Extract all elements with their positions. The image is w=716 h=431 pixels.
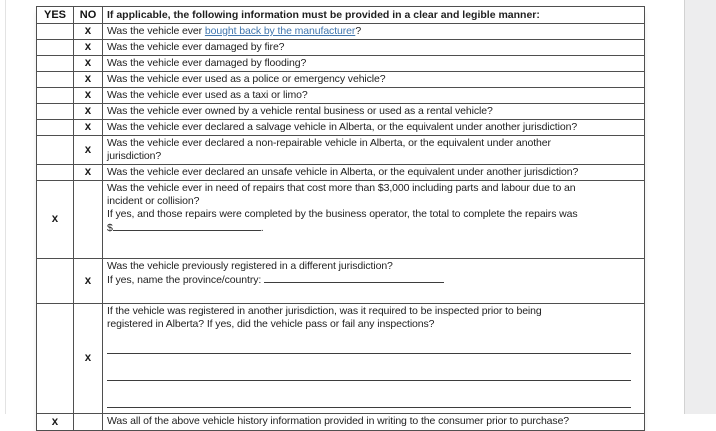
question-line xyxy=(107,73,640,86)
question-line xyxy=(107,399,640,412)
question-text: Was the vehicle ever used as a taxi or limo? xyxy=(107,89,308,101)
no-mark-cell: x xyxy=(74,88,103,103)
question-line xyxy=(107,166,640,179)
answer-blank-line xyxy=(107,407,631,408)
no-mark-cell: x xyxy=(74,259,103,303)
yes-mark-cell xyxy=(37,40,74,55)
question-cell xyxy=(103,304,644,413)
question-line xyxy=(107,372,640,385)
question-line xyxy=(107,195,640,208)
fill-in-blank xyxy=(264,273,444,283)
question-text: Was the vehicle ever damaged by fire? xyxy=(107,41,285,53)
yes-mark-cell xyxy=(37,165,74,180)
question-text: If yes, and those repairs were completed by the business operator, the total to complete the repairs was xyxy=(107,208,578,220)
question-line xyxy=(107,57,640,70)
question-text: $ xyxy=(107,222,113,234)
yes-mark-cell xyxy=(37,56,74,71)
question-text: If the vehicle was registered in another jurisdiction, was it required to be inspected prior to being xyxy=(107,305,542,317)
question-line xyxy=(107,221,640,235)
question-cell xyxy=(103,181,644,258)
question-line xyxy=(107,41,640,54)
table-row-salvage-vehicle xyxy=(37,120,644,136)
table-row-rental-vehicle xyxy=(37,104,644,120)
question-text: Was the vehicle ever declared a salvage vehicle in Alberta, or the equivalent under another jurisdiction? xyxy=(107,121,578,133)
question-line xyxy=(107,25,640,38)
question-line xyxy=(107,260,640,273)
no-mark-cell: x xyxy=(74,120,103,135)
question-cell xyxy=(103,56,644,71)
question-cell xyxy=(103,72,644,87)
question-line xyxy=(107,137,640,150)
table-row-inspection-another-jurisdiction xyxy=(37,304,644,414)
yes-mark-cell xyxy=(37,304,74,413)
table-row-police-or-emergency xyxy=(37,72,644,88)
yes-mark-cell xyxy=(37,136,74,164)
question-line xyxy=(107,89,640,102)
no-mark-cell: x xyxy=(74,72,103,87)
instruction-header: If applicable, the following information must be provided in a clear and legible manner: xyxy=(107,9,540,21)
question-text: Was the vehicle ever damaged by flooding? xyxy=(107,57,307,69)
rows-container xyxy=(37,24,644,430)
question-cell xyxy=(103,104,644,119)
question-text: jurisdiction? xyxy=(107,150,162,162)
question-line xyxy=(107,415,640,428)
no-mark-cell: x xyxy=(74,304,103,413)
question-text: Was the vehicle ever declared a non-repairable vehicle in Alberta, or the equivalent under another xyxy=(107,137,551,149)
table-row-damaged-by-fire xyxy=(37,40,644,56)
table-header-row xyxy=(37,7,644,24)
question-cell xyxy=(103,24,644,39)
no-mark-cell: x xyxy=(74,136,103,164)
question-text: Was the vehicle ever xyxy=(107,25,205,37)
question-line xyxy=(107,105,640,118)
question-cell xyxy=(103,165,644,180)
yes-mark-cell xyxy=(37,72,74,87)
question-cell xyxy=(103,136,644,164)
question-text: Was the vehicle ever in need of repairs that cost more than $3,000 including parts and labour due to an xyxy=(107,182,576,194)
question-text: registered in Alberta? If yes, did the vehicle pass or fail any inspections? xyxy=(107,318,435,330)
fill-in-blank xyxy=(113,221,261,231)
question-cell xyxy=(103,259,644,303)
question-cell xyxy=(103,120,644,135)
yes-mark-cell xyxy=(37,120,74,135)
question-text: Was the vehicle ever owned by a vehicle rental business or used as a rental vehicle? xyxy=(107,105,493,117)
question-line xyxy=(107,208,640,221)
vehicle-history-disclosure-table xyxy=(36,6,645,431)
no-mark-cell: x xyxy=(74,24,103,39)
yes-column-header: YES xyxy=(37,7,74,23)
question-text: If yes, name the province/country: xyxy=(107,274,264,286)
answer-blank-line xyxy=(107,353,631,354)
table-row-non-repairable-vehicle xyxy=(37,136,644,165)
question-cell xyxy=(103,88,644,103)
question-text: . xyxy=(260,222,264,234)
yes-mark-cell xyxy=(37,24,74,39)
question-line xyxy=(107,121,640,134)
table-row-unsafe-vehicle xyxy=(37,165,644,181)
question-line xyxy=(107,305,640,318)
question-line xyxy=(107,182,640,195)
question-text: incident or collision? xyxy=(107,195,200,207)
no-mark-cell xyxy=(74,414,103,430)
no-mark-cell: x xyxy=(74,56,103,71)
table-row-repairs-over-3000 xyxy=(37,181,644,259)
no-mark-cell: x xyxy=(74,40,103,55)
no-mark-cell: x xyxy=(74,104,103,119)
manufacturer-buyback-link[interactable]: bought back by the manufacturer xyxy=(204,25,356,37)
table-row-bought-back-by-manufacturer xyxy=(37,24,644,40)
yes-mark-cell: x xyxy=(37,414,74,430)
question-line xyxy=(107,345,640,358)
question-text: ? xyxy=(355,25,362,37)
table-row-history-provided-in-writing xyxy=(37,414,644,430)
question-text: Was the vehicle previously registered in a different jurisdiction? xyxy=(107,260,393,272)
table-row-taxi-or-limo xyxy=(37,88,644,104)
page-edge-line xyxy=(5,0,6,414)
answer-blank-line xyxy=(107,380,631,381)
yes-mark-cell xyxy=(37,88,74,103)
question-cell xyxy=(103,40,644,55)
question-cell xyxy=(103,414,644,430)
page-side-band xyxy=(684,0,716,414)
yes-mark-cell xyxy=(37,259,74,303)
question-line xyxy=(107,150,640,163)
yes-mark-cell: x xyxy=(37,181,74,258)
table-row-previously-registered-different-jurisdiction xyxy=(37,259,644,304)
no-mark-cell xyxy=(74,181,103,258)
question-text: Was the vehicle ever declared an unsafe vehicle in Alberta, or the equivalent under another jurisdiction? xyxy=(107,166,579,178)
no-mark-cell: x xyxy=(74,165,103,180)
question-text: Was all of the above vehicle history information provided in writing to the consumer prior to purchase? xyxy=(107,415,570,427)
question-line xyxy=(107,273,640,287)
question-line xyxy=(107,318,640,331)
question-text: Was the vehicle ever used as a police or emergency vehicle? xyxy=(107,73,386,85)
yes-mark-cell xyxy=(37,104,74,119)
table-row-damaged-by-flooding xyxy=(37,56,644,72)
no-column-header: NO xyxy=(74,7,103,23)
